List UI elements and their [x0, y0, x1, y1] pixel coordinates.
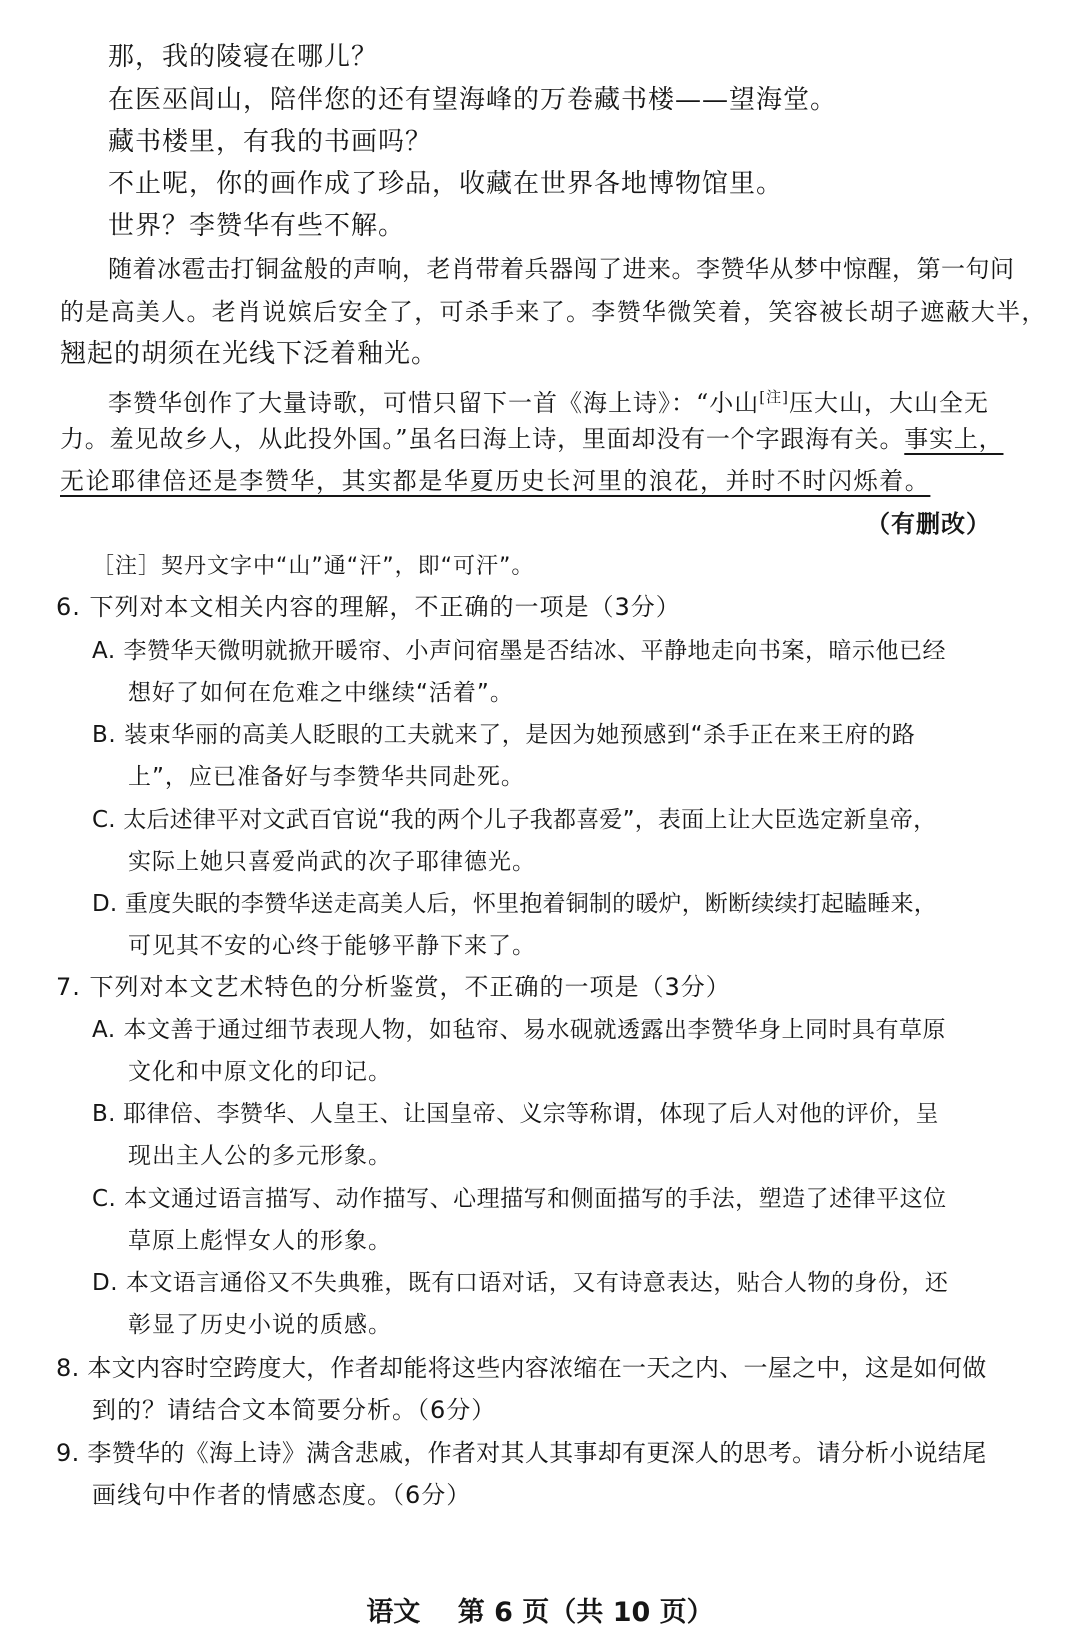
- question-6-stem: 6. 下列对本文相关内容的理解，不正确的一项是（3分）: [56, 593, 681, 621]
- q6-option-b-cont: 上”，应已准备好与李赞华共同赴死。: [128, 764, 525, 790]
- story-line: [60, 422, 1003, 456]
- question-9: 9. 李赞华的《海上诗》满含悲戚，作者对其人其事却有更深人的思考。请分析小说结尾: [56, 1439, 987, 1467]
- story-line: 的是高美人。老肖说嫔后安全了，可杀手来了。李赞华微笑着，笑容被长胡子遮蔽大半，: [60, 298, 1047, 326]
- page-footer: [0, 1590, 1080, 1629]
- q6-option-c: C. 太后述律平对文武百官说“我的两个儿子我都喜爱”，表面上让大臣选定新皇帝，: [92, 807, 937, 833]
- q7-option-d-cont: 彰显了历史小说的质感。: [128, 1312, 392, 1338]
- q7-option-a-cont: 文化和中原文化的印记。: [128, 1059, 392, 1085]
- q7-option-b-cont: 现出主人公的多元形象。: [128, 1143, 392, 1169]
- q7-option-c-cont: 草原上彪悍女人的形象。: [128, 1228, 392, 1254]
- story-line: 那，我的陵寝在哪儿？: [108, 42, 379, 72]
- q6-option-d: D. 重度失眠的李赞华送走高美人后，怀里抱着铜制的暖炉，断断续续打起瞌睡来，: [92, 891, 937, 917]
- question-7-stem: 7. 下列对本文艺术特色的分析鉴赏，不正确的一项是（3分）: [56, 973, 731, 1001]
- question-9-cont: 画线句中作者的情感态度。（6分）: [92, 1481, 472, 1509]
- story-text: 李赞华创作了大量诗歌，可惜只留下一首《海上诗》：“小山: [108, 389, 760, 417]
- story-line: 在医巫闾山，陪伴您的还有望海峰的万卷藏书楼——望海堂。: [108, 85, 838, 115]
- q6-option-b: B. 装束华丽的高美人眨眼的工夫就来了，是因为她预感到“杀手正在来王府的路: [92, 722, 916, 748]
- q6-option-a-cont: 想好了如何在危难之中继续“活着”。: [128, 680, 514, 706]
- story-line: 随着冰雹击打铜盆般的声响，老肖带着兵器闯了进来。李赞华从梦中惊醒，第一句问: [108, 255, 1015, 283]
- q6-option-c-cont: 实际上她只喜爱尚武的次子耶律德光。: [128, 849, 536, 875]
- q7-option-a: A. 本文善于通过细节表现人物，如毡帘、易水砚就透露出李赞华身上同时具有草原: [92, 1017, 946, 1043]
- story-text: 压大山，大山全无: [789, 389, 989, 417]
- subject-label: 语文: [366, 1597, 421, 1628]
- q7-option-d: D. 本文语言通俗又不失典雅，既有口语对话，又有诗意表达，贴合人物的身份，还: [92, 1270, 949, 1296]
- underlined-sentence: 无论耶律倍还是李赞华，其实都是华夏历史长河里的浪花，并时不时闪烁着。: [60, 467, 931, 495]
- q6-option-a: A. 李赞华天微明就掀开暖帘、小声问宿墨是否结冰、平静地走向书案，暗示他已经: [92, 638, 946, 664]
- page-number: 第 6 页（共 10 页）: [457, 1597, 714, 1628]
- question-8: 8. 本文内容时空跨度大，作者却能将这些内容浓缩在一天之内、一屋之中，这是如何做: [56, 1354, 987, 1382]
- underlined-sentence: 事实上，: [904, 425, 1004, 453]
- source-note: （有删改）: [866, 510, 991, 538]
- story-line: 不止呢，你的画作成了珍品，收藏在世界各地博物馆里。: [108, 169, 784, 199]
- q7-option-b: B. 耶律倍、李赞华、人皇王、让国皇帝、义宗等称谓，体现了后人对他的评价，呈: [92, 1101, 939, 1127]
- q7-option-c: C. 本文通过语言描写、动作描写、心理描写和侧面描写的手法，塑造了述律平这位: [92, 1186, 947, 1212]
- story-line: [108, 380, 989, 420]
- story-line: 藏书楼里，有我的书画吗？: [108, 127, 433, 157]
- story-line: 翘起的胡须在光线下泛着釉光。: [60, 339, 439, 369]
- story-text: 力。羞见故乡人，从此投外国。”虽名曰海上诗，里面却没有一个字跟海有关。: [60, 425, 905, 453]
- q6-option-d-cont: 可见其不安的心终于能够平静下来了。: [128, 933, 536, 959]
- story-line: 世界？李赞华有些不解。: [108, 211, 406, 241]
- footnote: ［注］契丹文字中“山”通“汗”，即“可汗”。: [92, 554, 535, 579]
- question-8-cont: 到的？请结合文本简要分析。（6分）: [92, 1396, 497, 1424]
- note-marker: [注]: [759, 388, 789, 406]
